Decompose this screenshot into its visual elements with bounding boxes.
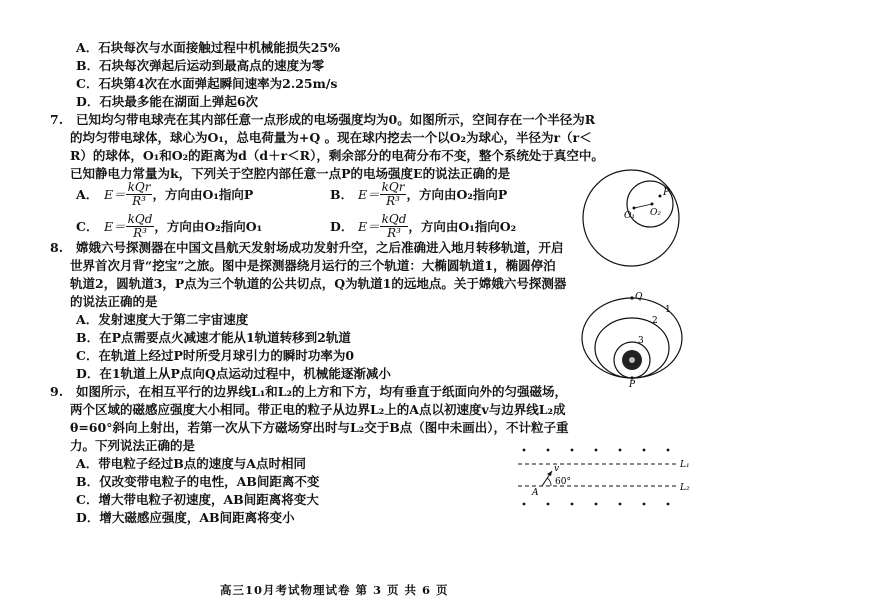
q9-field-dot: [547, 503, 550, 506]
q7-option-c-fraction: [126, 213, 155, 240]
q7-option-b-denominator: R³: [386, 193, 400, 208]
q9-field-dot: [595, 503, 598, 506]
q9-field-figure: [510, 440, 700, 515]
q8-orbit-figure: [574, 290, 694, 390]
q6-option-b: B．石块每次弹起后运动到最高点的速度为零: [76, 58, 325, 73]
q8-option-c: C．在轨道上经过P时所受月球引力的瞬时功率为0: [76, 348, 355, 363]
q7-option-a-numerator: kQr: [127, 179, 151, 194]
q7-sphere-figure: [568, 168, 698, 268]
q7-option-d-tag: D．: [330, 219, 354, 234]
q7-label-o2: O₂: [650, 208, 661, 218]
q9-field-dot: [643, 449, 646, 452]
q7-option-d-denominator: R³: [387, 225, 401, 240]
q7-option-a: [76, 180, 253, 208]
q8-label-p: P: [629, 380, 636, 390]
q9-field-dot: [547, 449, 550, 452]
q7-option-a-denominator: R³: [132, 193, 146, 208]
q9-field-dots: [523, 449, 670, 506]
q9-field-dot: [667, 503, 670, 506]
q7-label-o1: O₁: [624, 211, 635, 221]
q7-point-p-dot: [659, 195, 662, 198]
q7-option-b-tag: B．: [330, 187, 354, 202]
q7-option-a-tag: A．: [76, 187, 99, 202]
page-footer: 高三10月考试物理试卷 第 3 页 共 6 页: [220, 583, 449, 597]
q9-stem-line-1: [50, 384, 567, 400]
q8-stem-line-2: 世界首次月背“挖宝”之旅。图中是探测器绕月运行的三个轨道：大椭圆轨道1，椭圆停泊: [70, 258, 556, 273]
q9-field-dot: [667, 449, 670, 452]
q7-option-a-direction: ，方向由O₁指向P: [152, 187, 254, 202]
q8-number: 8.: [50, 240, 64, 255]
q9-field-dot: [523, 503, 526, 506]
q9-label-l2: L₂: [680, 483, 690, 493]
q9-field-dot: [643, 503, 646, 506]
q9-number: 9.: [50, 384, 64, 399]
q9-angle-arc: [547, 478, 551, 486]
q9-velocity-arrowhead: [547, 471, 552, 476]
q7-option-d: [330, 212, 516, 240]
q9-label-angle: 60°: [555, 477, 571, 487]
q7-option-b-fraction: [380, 181, 407, 208]
q7-option-c-lhs: E＝: [104, 219, 126, 234]
q7-option-a-lhs: E＝: [104, 187, 126, 202]
q9-label-v: v: [554, 464, 560, 474]
q8-label-q: Q: [635, 292, 643, 302]
q7-option-c-denominator: R³: [133, 225, 147, 240]
q8-stem-line-3: 轨道2，圆轨道3，P点为三个轨道的公共切点，Q为轨道1的远地点。关于嫦娥六号探测器: [70, 276, 567, 291]
q7-stem-line-2: 的均匀带电球体，球心为O₁，总电荷量为+Q 。现在球内挖去一个以O₂为球心，半径为r（r＜: [70, 130, 592, 145]
q7-option-c: [76, 212, 262, 240]
q7-label-p: P: [663, 187, 670, 198]
q8-label-orbit-3: 3: [638, 336, 644, 346]
q9-option-c: C．增大带电粒子初速度，AB间距离将变大: [76, 492, 319, 507]
q9-option-b: B．仅改变带电粒子的电性，AB间距离不变: [76, 474, 320, 489]
q9-field-dot: [619, 503, 622, 506]
q9-field-dot: [571, 449, 574, 452]
q7-option-a-fraction: [126, 181, 153, 208]
q9-field-dot: [619, 449, 622, 452]
q7-option-b-lhs: E＝: [358, 187, 380, 202]
q9-stem-line-4: 力。下列说法正确的是: [70, 438, 196, 453]
q8-label-orbit-1: 1: [665, 305, 671, 315]
q8-stem-line-4: 的说法正确的是: [70, 294, 158, 309]
q7-option-b: [330, 180, 507, 208]
q7-option-c-tag: C．: [76, 219, 99, 234]
q9-field-dot: [523, 449, 526, 452]
q7-option-d-lhs: E＝: [358, 219, 380, 234]
q8-stem-line-1: [50, 240, 564, 256]
q8-point-q-dot: [630, 296, 633, 299]
q9-field-dot: [571, 503, 574, 506]
q8-text-1: 嫦娥六号探测器在中国文昌航天发射场成功发射升空，之后准确进入地月转移轨道，开启: [76, 240, 564, 255]
q9-stem-line-2: 两个区域的磁感应强度大小相同。带正电的粒子从边界L₂上的A点以初速度v与边界线L₂成: [70, 402, 566, 417]
q6-option-d: D．石块最多能在湖面上弹起6次: [76, 94, 259, 109]
q8-moon-highlight: [629, 357, 635, 363]
q9-label-a: A: [532, 488, 539, 498]
q7-option-b-direction: ，方向由O₂指向P: [406, 187, 508, 202]
q7-option-c-direction: ，方向由O₂指向O₁: [154, 219, 263, 234]
q7-option-d-fraction: [380, 213, 409, 240]
q7-option-c-numerator: kQd: [127, 211, 153, 226]
q7-option-d-direction: ，方向由O₁指向O₂: [408, 219, 517, 234]
q7-option-b-numerator: kQr: [381, 179, 405, 194]
q9-option-d: D．增大磁感应强度，AB间距离将变小: [76, 510, 295, 525]
q9-label-l1: L₁: [680, 460, 690, 470]
q8-option-d: D．在1轨道上从P点向Q点运动过程中，机械能逐渐减小: [76, 366, 391, 381]
q7-stem-line-4: 已知静电力常量为k，下列关于空腔内部任意一点P的电场强度E的说法正确的是: [70, 166, 511, 181]
q7-stem-line-3: R）的球体，O₁和O₂的距离为d（d＋r＜R），剩余部分的电荷分布不变，整个系统处于真空中。: [70, 148, 604, 163]
q9-text-1: 如图所示，在相互平行的边界线L₁和L₂的上方和下方，均有垂直于纸面向外的匀强磁场，: [76, 384, 568, 399]
q9-option-a: A．带电粒子经过B点的速度与A点时相同: [76, 456, 306, 471]
q9-stem-line-3: θ=60°斜向上射出，若第一次从下方磁场穿出时与L₂交于B点（图中未画出），不计粒子重: [70, 420, 569, 435]
q9-field-dot: [595, 449, 598, 452]
q6-option-c: C．石块第4次在水面弹起瞬间速率为2.25m/s: [76, 76, 338, 91]
q7-stem-line-1: [50, 112, 595, 128]
q8-label-orbit-2: 2: [652, 316, 658, 326]
q6-option-a: A．石块每次与水面接触过程中机械能损失25%: [76, 40, 340, 55]
q7-text-1: 已知均匀带电球壳在其内部任意一点形成的电场强度均为0。如图所示，空间存在一个半径为R: [76, 112, 596, 127]
q8-option-a: A．发射速度大于第二宇宙速度: [76, 312, 249, 327]
q7-number: 7.: [50, 112, 64, 127]
q8-option-b: B．在P点需要点火减速才能从1轨道转移到2轨道: [76, 330, 351, 345]
q7-option-d-numerator: kQd: [381, 211, 407, 226]
